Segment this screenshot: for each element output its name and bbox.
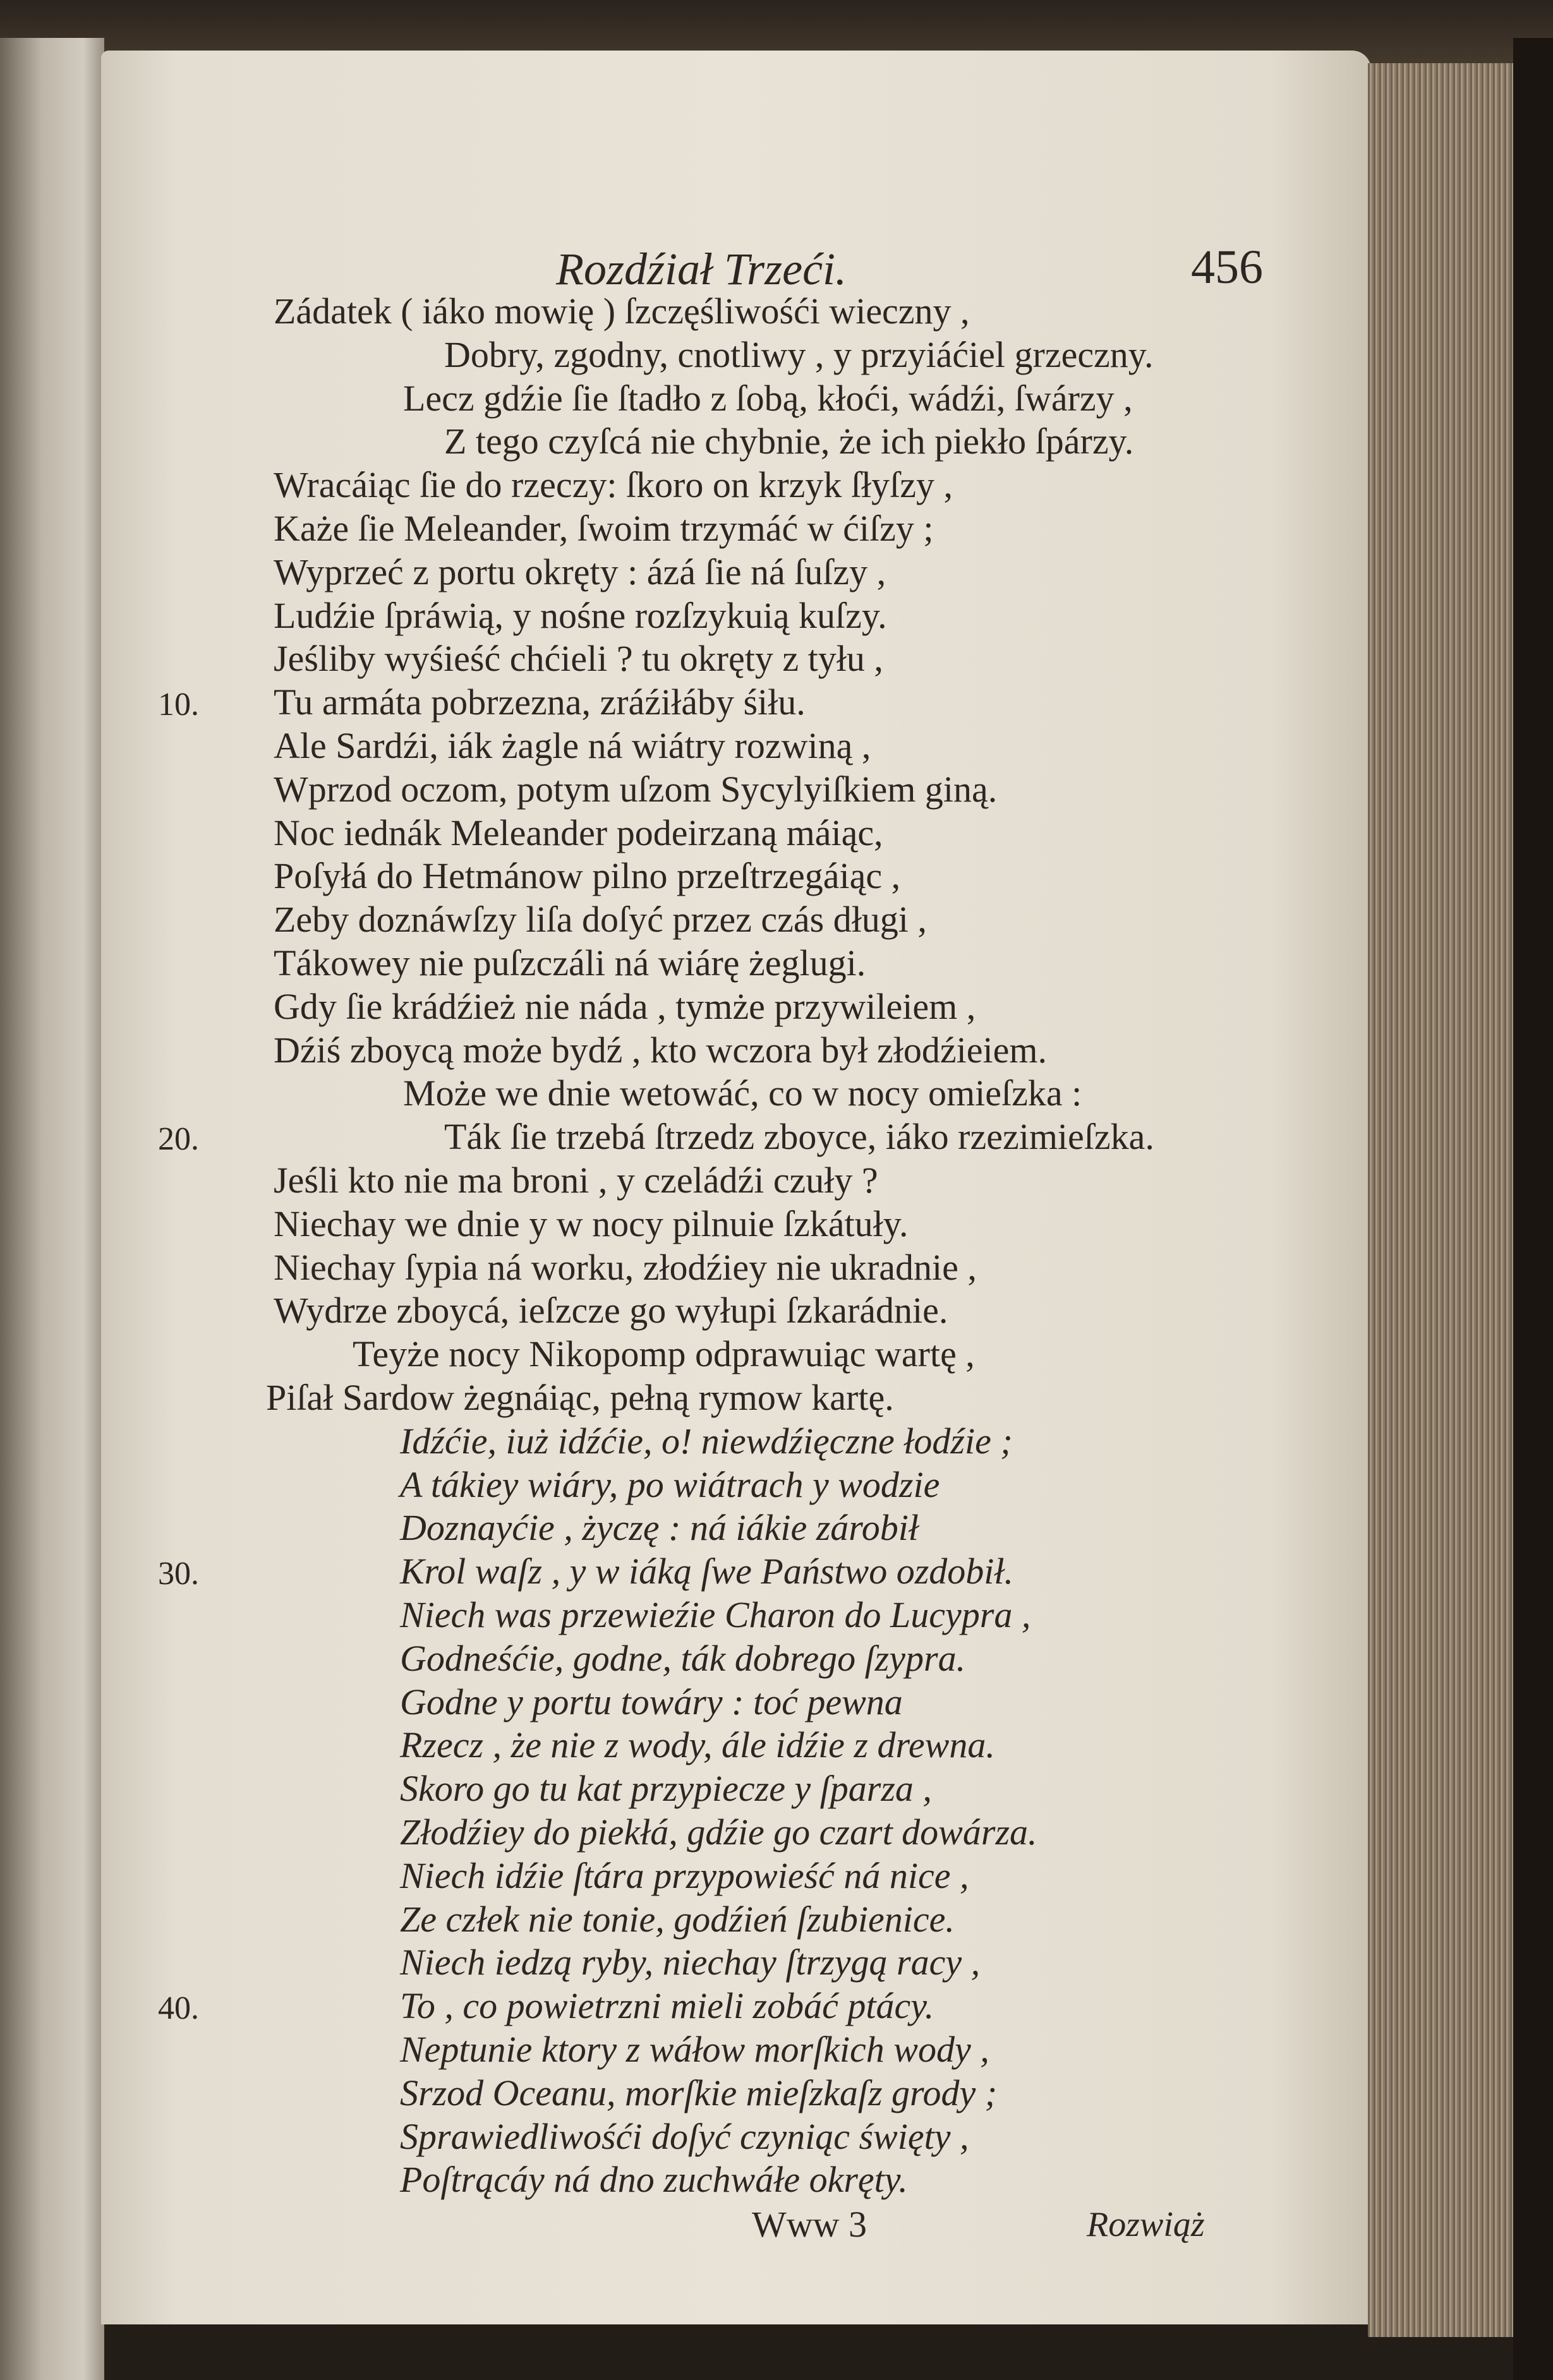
text-line: Zeby doznáwſzy liſa doſyć przez czás długi , xyxy=(274,899,927,941)
line-number: 30. xyxy=(158,1556,199,1592)
text-line: Neptunie ktory z wáłow morſkich wody , xyxy=(400,2029,989,2070)
text-line: Gdy ſie krádźież nie náda , tymże przywileiem , xyxy=(274,985,976,1027)
page-number: 456 xyxy=(1191,241,1263,294)
text-line: Piſał Sardow żegnáiąc, pełną rymow kartę. xyxy=(266,1377,894,1418)
text-line: Doznayćie , życzę : ná iákie zárobił xyxy=(400,1507,919,1549)
text-line: Noc iednák Meleander podeirzaną máiąc, xyxy=(274,812,883,853)
text-line: Niechay we dnie y w nocy pilnuie ſzkátuły. xyxy=(274,1203,909,1244)
text-line: Ale Sardźi, iák żagle ná wiátry rozwiną , xyxy=(274,725,871,766)
text-line: Niech was przewieźie Charon do Lucypra , xyxy=(400,1594,1031,1635)
text-line: Każe ſie Meleander, ſwoim trzymáć w ćiſzy ; xyxy=(274,508,934,549)
text-line: Złodźiey do piekłá, gdźie go czart dowárza. xyxy=(400,1812,1037,1853)
text-line: A tákiey wiáry, po wiátrach y wodzie xyxy=(400,1463,940,1505)
left-page-edge xyxy=(0,38,104,2380)
text-line: Poſtrącáy ná dno zuchwáłe okręty. xyxy=(400,2159,908,2201)
text-line: Srzod Oceanu, morſkie mieſzkaſz grody ; xyxy=(400,2072,998,2113)
text-line: Ták ſie trzebá ſtrzedz zboyce, iáko rzezimieſzka. xyxy=(444,1116,1154,1158)
text-line: Teyże nocy Nikopomp odprawuiąc wartę , xyxy=(353,1333,975,1375)
text-line: Z tego czyſcá nie chybnie, że ich piekło ſpárzy. xyxy=(444,421,1134,462)
catchword: Rozwiąż xyxy=(1087,2205,1205,2244)
text-line: Wracáiąc ſie do rzeczy: ſkoro on krzyk ſłyſzy , xyxy=(274,464,953,506)
text-line: Może we dnie wetowáć, co w nocy omieſzka : xyxy=(403,1073,1082,1114)
text-line: Niechay ſypia ná worku, złodźiey nie ukradnie , xyxy=(274,1246,977,1288)
text-line: To , co powietrzni mieli zobáć ptácy. xyxy=(400,1985,934,2027)
text-line: Niech iedzą ryby, niechay ſtrzygą racy , xyxy=(400,1942,981,1983)
text-line: Skoro go tu kat przypiecze y ſparza , xyxy=(400,1768,932,1810)
text-line: Idźćie, iuż idźćie, o! niewdźięczne łodźie ; xyxy=(400,1420,1013,1462)
text-line: Rzecz , że nie z wody, ále idźie z drewna. xyxy=(400,1724,995,1766)
text-line: Zádatek ( iáko mowię ) ſzczęśliwośći wieczny , xyxy=(274,291,970,332)
text-line: Sprawiedliwośći doſyć czyniąc święty , xyxy=(400,2115,969,2157)
text-line: Tákowey nie puſzczáli ná wiárę żeglugi. xyxy=(274,942,866,983)
text-line: Poſyłá do Hetmánow pilno przeſtrzegáiąc , xyxy=(274,855,901,897)
text-line: Niech idźie ſtára przypowieść ná nice , xyxy=(400,1854,969,1896)
text-line: Jeśli kto nie ma broni , y czeládźi czuły ? xyxy=(274,1160,878,1201)
text-line: Jeśliby wyśieść chćieli ? tu okręty z tyłu , xyxy=(274,638,883,680)
text-line: Wyprzeć z portu okręty : ázá ſie ná ſuſzy , xyxy=(274,551,886,592)
text-line: Wydrze zboycá, ieſzcze go wyłupi ſzkarádnie. xyxy=(274,1290,948,1331)
text-line: Dźiś zboycą może bydź , kto wczora był złodźieiem. xyxy=(274,1029,1047,1071)
line-number: 10. xyxy=(158,687,199,723)
text-line: Wprzod oczom, potym uſzom Sycylyiſkiem giną. xyxy=(274,768,998,810)
text-line: Dobry, zgodny, cnotliwy , y przyiáćiel grzeczny. xyxy=(444,334,1154,375)
text-line: Tu armáta pobrzezna, zráźiłáby śiłu. xyxy=(274,682,806,723)
page-edges xyxy=(1368,63,1516,2337)
running-head: Rozdźiał Trzeći. xyxy=(556,244,847,294)
text-line: Godneśćie, godne, ták dobrego ſzypra. xyxy=(400,1637,966,1679)
text-line: Ludźie ſpráwią, y nośne rozſzykuią kuſzy. xyxy=(274,594,887,636)
text-line: Krol waſz , y w iáką ſwe Państwo ozdobił. xyxy=(400,1551,1014,1592)
signature-mark: Www 3 xyxy=(752,2204,867,2245)
line-number: 20. xyxy=(158,1121,199,1158)
text-line: Lecz gdźie ſie ſtadło z ſobą, kłoći, wádźi, ſwárzy , xyxy=(403,377,1133,419)
line-number: 40. xyxy=(158,1990,199,2027)
text-line: Ze człek nie tonie, godźień ſzubienice. xyxy=(400,1898,955,1940)
background-right xyxy=(1513,38,1553,2380)
text-line: Godne y portu towáry : toć pewna xyxy=(400,1681,903,1722)
